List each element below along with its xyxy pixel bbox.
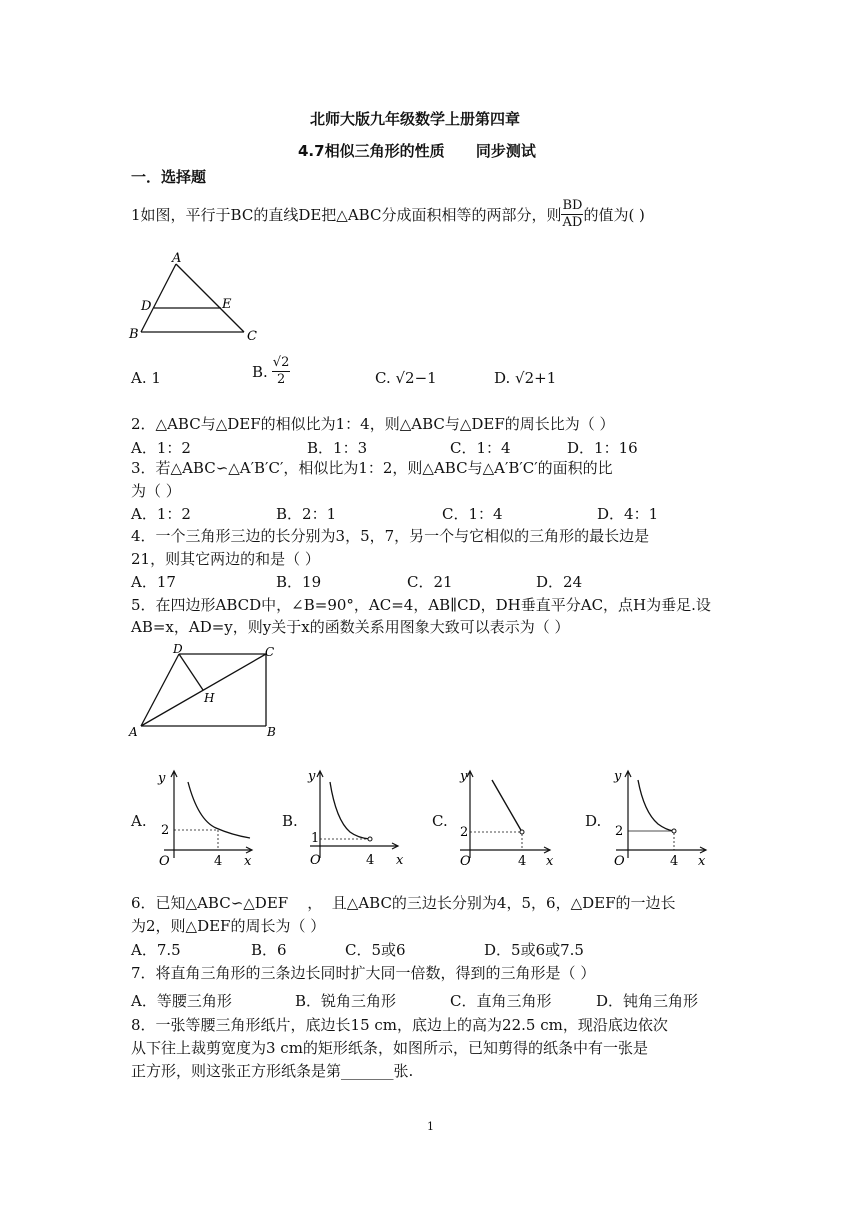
graph-d-origin: O: [614, 854, 625, 868]
graph-b-x-label: x: [396, 853, 404, 868]
graph-c-origin: O: [460, 854, 471, 868]
question-4-option-c: C．21: [407, 573, 453, 591]
question-3-option-d: D．4：1: [597, 505, 659, 523]
graph-c: [448, 768, 558, 868]
vertex-label-c: C: [247, 329, 257, 344]
vertex-label-a: A: [172, 251, 182, 266]
fraction-numerator: BD: [562, 198, 583, 213]
graph-b-origin: O: [310, 853, 321, 868]
graph-d-x-label: x: [698, 854, 706, 868]
question-7-stem: 7．将直角三角形的三条边长同时扩大同一倍数，得到的三角形是（ ）: [131, 964, 596, 982]
graph-d-y-tick: 2: [615, 824, 624, 839]
question-4-option-a: A．17: [131, 573, 176, 591]
question-3-option-c: C．1：4: [442, 505, 503, 523]
graph-c-y-label: y: [460, 769, 468, 784]
question-2-option-d: D．1：16: [567, 439, 638, 457]
graph-c-x-tick: 4: [518, 854, 527, 868]
question-4-stem-line2: 21，则其它两边的和是（ ）: [131, 550, 320, 568]
vertex-label-a: A: [129, 725, 138, 739]
quadrilateral-figure: [126, 642, 286, 742]
question-3-option-a: A．1：2: [131, 505, 191, 523]
vertex-label-h: H: [204, 691, 215, 705]
question-6-option-b: B．6: [251, 941, 287, 959]
page-number: 1: [427, 1120, 434, 1133]
section-heading: 一．选择题: [131, 168, 207, 186]
vertex-label-b: B: [129, 327, 139, 342]
question-2-stem: 2．△ABC与△DEF的相似比为1：4，则△ABC与△DEF的周长比为（ ）: [131, 415, 615, 433]
graph-a-x-tick: 4: [214, 854, 223, 868]
question-4-stem-line1: 4．一个三角形三边的长分别为3，5，7，另一个与它相似的三角形的最长边是: [131, 527, 650, 545]
question-8-line1: 8．一张等腰三角形纸片，底边长15 cm，底边上的高为22.5 cm，现沿底边依次: [131, 1016, 668, 1034]
question-7-option-d: D．钝角三角形: [596, 992, 699, 1010]
graph-c-option-label: C.: [432, 812, 448, 830]
question-1-option-b: [252, 355, 290, 388]
graph-a-x-label: x: [244, 854, 252, 868]
question-1-text: 1如图，平行于BC的直线DE把△ABC分成面积相等的两部分，则: [131, 206, 562, 224]
question-8-line3: 正方形，则这张正方形纸条是第_______张.: [131, 1062, 414, 1080]
vertex-label-d: D: [141, 299, 152, 314]
page-title: 北师大版九年级数学上册第四章: [310, 110, 521, 128]
graph-b: [298, 768, 408, 868]
question-3-stem-line1: 3．若△ABC∽△A′B′C′，相似比为1：2，则△ABC与△A′B′C′的面积的比: [131, 459, 613, 477]
fraction-numerator: √2: [272, 355, 290, 370]
graph-d-y-label: y: [614, 769, 622, 784]
question-4-option-b: B．19: [276, 573, 322, 591]
vertex-label-e: E: [222, 297, 232, 312]
graph-a: [152, 768, 262, 868]
question-3-option-b: B．2：1: [276, 505, 337, 523]
option-b-fraction: [272, 355, 291, 388]
graph-b-option-label: B.: [282, 812, 298, 830]
fraction-denominator: AD: [562, 215, 583, 230]
question-2-option-b: B．1：3: [307, 439, 368, 457]
graph-a-option-label: A.: [131, 812, 147, 830]
graph-a-y-tick: 2: [161, 823, 170, 838]
graph-c-x-label: x: [546, 854, 554, 868]
question-1-fraction: [561, 198, 583, 231]
question-5-stem-line1: 5．在四边形ABCD中，∠B=90°，AC=4，AB∥CD，DH垂直平分AC，点H为垂足.设: [131, 596, 711, 614]
triangle-figure: [124, 248, 264, 348]
question-8-line2: 从下往上裁剪宽度为3 cm的矩形纸条，如图所示，已知剪得的纸条中有一张是: [131, 1039, 648, 1057]
graph-b-x-tick: 4: [366, 853, 375, 868]
question-6-stem-line2: 为2，则△DEF的周长为（ ）: [131, 917, 326, 935]
graph-b-y-label: y: [308, 769, 316, 784]
question-4-option-d: D．24: [536, 573, 583, 591]
graph-a-y-label: y: [158, 771, 166, 786]
vertex-label-c: C: [265, 645, 275, 659]
question-6-option-d: D．5或6或7.5: [484, 941, 584, 959]
graph-b-y-tick: 1: [311, 831, 320, 846]
question-1: [131, 198, 645, 231]
question-3-stem-line2: 为（ ）: [131, 482, 181, 500]
graph-a-origin: O: [159, 854, 170, 868]
question-6-option-a: A．7.5: [131, 941, 181, 959]
question-6-option-c: C．5或6: [345, 941, 406, 959]
question-1-option-d: D. √2+1: [494, 369, 557, 387]
vertex-label-b: B: [267, 725, 276, 739]
option-b-label: B.: [252, 362, 268, 381]
question-7-option-c: C．直角三角形: [450, 992, 552, 1010]
question-2-option-c: C．1：4: [450, 439, 511, 457]
question-1-text-after: 的值为( ): [583, 206, 645, 224]
question-1-option-c: C. √2−1: [375, 369, 437, 387]
question-7-option-a: A．等腰三角形: [131, 992, 232, 1010]
question-6-stem-line1: 6．已知△ABC∽△DEF ， 且△ABC的三边长分别为4，5，6，△DEF的一边长: [131, 894, 676, 912]
fraction-denominator: 2: [276, 372, 286, 387]
question-1-option-a: A. 1: [131, 369, 161, 387]
question-2-option-a: A．1：2: [131, 439, 191, 457]
graph-d: [600, 768, 712, 868]
graph-d-option-label: D.: [585, 812, 602, 830]
graph-c-y-tick: 2: [460, 825, 469, 840]
vertex-label-d: D: [173, 642, 183, 656]
question-7-option-b: B．锐角三角形: [295, 992, 397, 1010]
question-5-stem-line2: AB=x，AD=y，则y关于x的函数关系用图象大致可以表示为（ ）: [131, 618, 570, 636]
page-subtitle: 4.7相似三角形的性质 同步测试: [298, 142, 536, 160]
graph-d-x-tick: 4: [670, 854, 679, 868]
